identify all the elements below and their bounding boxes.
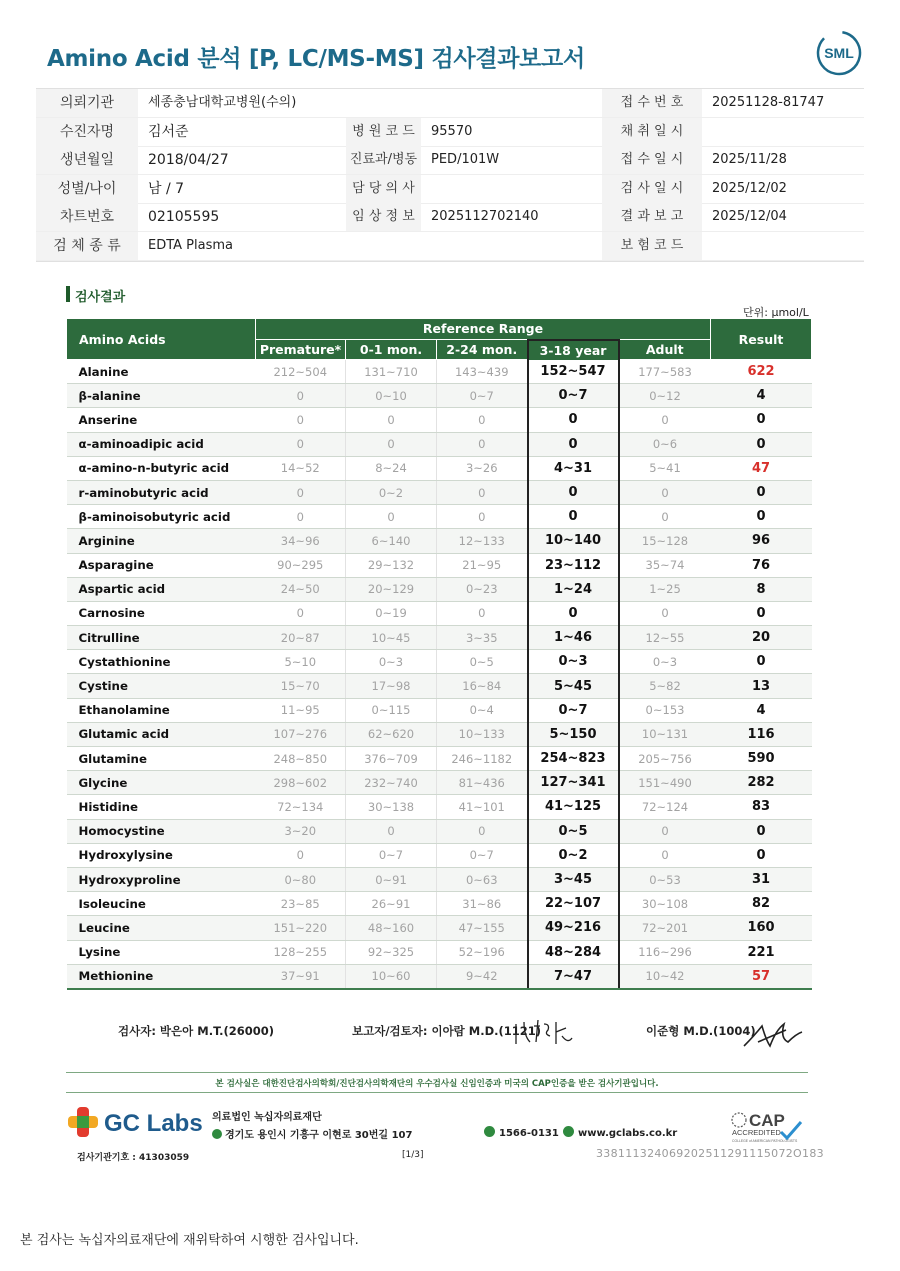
result-value: 0	[711, 601, 812, 625]
header-amino-acids: Amino Acids	[67, 319, 256, 360]
reference-value: 0~5	[528, 819, 619, 843]
amino-acid-name: Homocystine	[67, 819, 256, 843]
result-value: 13	[711, 674, 812, 698]
reference-value: 30~138	[346, 795, 437, 819]
patient-info-row	[36, 118, 864, 147]
reference-value: 90~295	[256, 553, 346, 577]
reference-value: 23~112	[528, 553, 619, 577]
reference-value: 0	[437, 408, 528, 432]
reference-value: 127~341	[528, 771, 619, 795]
table-row	[67, 964, 812, 989]
patient-info-value: 2025112702140	[431, 209, 539, 225]
reference-value: 0	[619, 819, 711, 843]
reference-value: 0~3	[528, 650, 619, 674]
reference-value: 0~10	[346, 384, 437, 408]
reference-value: 0	[256, 408, 346, 432]
patient-info-value	[421, 232, 602, 260]
reference-value: 0~23	[437, 577, 528, 601]
reference-value: 72~134	[256, 795, 346, 819]
reference-value: 0	[619, 505, 711, 529]
reference-value: 298~602	[256, 771, 346, 795]
reference-value: 30~108	[619, 892, 711, 916]
reference-value: 151~490	[619, 771, 711, 795]
table-row	[67, 747, 812, 771]
reference-value: 37~91	[256, 964, 346, 989]
reference-value: 0	[256, 601, 346, 625]
reference-value: 3~45	[528, 867, 619, 891]
page-number: [1/3]	[402, 1150, 424, 1160]
reference-value: 0~6	[619, 432, 711, 456]
table-row	[67, 626, 812, 650]
unit-label: 단위: μmol/L	[743, 306, 809, 319]
reference-value: 0	[528, 601, 619, 625]
patient-info-label: 채 취 일 시	[602, 118, 702, 146]
reference-value: 0	[437, 819, 528, 843]
reference-value: 11~95	[256, 698, 346, 722]
reference-value: 0	[528, 408, 619, 432]
footer-note: 본 검사는 녹십자의료재단에 재위탁하여 시행한 검사입니다.	[20, 1233, 359, 1248]
amino-acid-name: Ethanolamine	[67, 698, 256, 722]
table-row	[67, 360, 812, 384]
divider	[66, 1072, 808, 1073]
reference-value: 72~201	[619, 916, 711, 940]
reference-value: 0	[437, 432, 528, 456]
amino-acid-name: Cystine	[67, 674, 256, 698]
table-row	[67, 867, 812, 891]
table-row	[67, 795, 812, 819]
cap-accredited-logo	[729, 1108, 805, 1144]
patient-info-row	[36, 232, 864, 261]
header-reference-range: Reference Range	[256, 319, 711, 340]
home-icon	[563, 1126, 574, 1137]
patient-info-value: 2025/11/28	[712, 152, 787, 168]
reference-value: 0	[528, 505, 619, 529]
reference-value: 16~84	[437, 674, 528, 698]
table-row	[67, 674, 812, 698]
location-icon	[212, 1129, 222, 1139]
patient-info-label: 차트번호	[36, 203, 138, 231]
reference-value: 0~5	[437, 650, 528, 674]
amino-acid-name: Anserine	[67, 408, 256, 432]
patient-info-label: 병 원 코 드	[346, 118, 421, 146]
phone	[484, 1126, 559, 1139]
reference-value: 10~45	[346, 626, 437, 650]
table-row	[67, 408, 812, 432]
amino-acid-name: Glycine	[67, 771, 256, 795]
amino-acid-name: Aspartic acid	[67, 577, 256, 601]
reference-value: 26~91	[346, 892, 437, 916]
reference-value: 7~47	[528, 964, 619, 989]
result-value: 8	[711, 577, 812, 601]
reference-value: 20~87	[256, 626, 346, 650]
patient-info-label	[346, 89, 421, 117]
patient-info-value	[421, 175, 602, 203]
result-value: 4	[711, 698, 812, 722]
result-value: 31	[711, 867, 812, 891]
table-row	[67, 505, 812, 529]
header-result: Result	[711, 319, 812, 360]
amino-acid-name: β-aminoisobutyric acid	[67, 505, 256, 529]
reference-value: 47~155	[437, 916, 528, 940]
reference-value: 254~823	[528, 747, 619, 771]
director-signature-image	[740, 1016, 806, 1056]
result-value: 0	[711, 408, 812, 432]
reference-value: 81~436	[437, 771, 528, 795]
reference-value: 6~140	[346, 529, 437, 553]
result-value: 160	[711, 916, 812, 940]
table-row	[67, 771, 812, 795]
result-value: 0	[711, 650, 812, 674]
amino-acid-name: Citrulline	[67, 626, 256, 650]
table-row	[67, 601, 812, 625]
reference-value: 5~41	[619, 456, 711, 480]
reference-value: 232~740	[346, 771, 437, 795]
reference-value: 0	[619, 601, 711, 625]
patient-info-value: 2025/12/04	[712, 209, 787, 225]
reference-value: 41~101	[437, 795, 528, 819]
reference-value: 48~160	[346, 916, 437, 940]
reference-value: 0	[619, 408, 711, 432]
reference-value: 0	[619, 480, 711, 504]
amino-acid-name: Alanine	[67, 360, 256, 384]
table-row	[67, 892, 812, 916]
reference-value: 52~196	[437, 940, 528, 964]
reference-value: 9~42	[437, 964, 528, 989]
patient-info-table	[36, 88, 864, 262]
result-value: 221	[711, 940, 812, 964]
reference-value: 0	[346, 432, 437, 456]
reference-value: 0	[346, 505, 437, 529]
reference-value: 3~26	[437, 456, 528, 480]
result-value: 57	[711, 964, 812, 989]
patient-info-label: 결 과 보 고	[602, 203, 702, 231]
patient-info-label: 생년월일	[36, 146, 138, 174]
reporter-signature-label: 보고자/검토자: 이아람 M.D.(1121)	[352, 1024, 542, 1038]
reference-value: 107~276	[256, 722, 346, 746]
reference-value: 5~45	[528, 674, 619, 698]
header-range-3: 3-18 year	[528, 340, 619, 360]
result-value: 83	[711, 795, 812, 819]
reference-value: 205~756	[619, 747, 711, 771]
reference-value: 10~131	[619, 722, 711, 746]
reference-value: 0	[256, 480, 346, 504]
patient-info-row	[36, 89, 864, 118]
patient-info-value	[421, 89, 602, 117]
reference-value: 1~25	[619, 577, 711, 601]
reference-value: 0	[256, 384, 346, 408]
patient-info-label: 검 체 종 류	[36, 232, 138, 260]
amino-acid-name: β-alanine	[67, 384, 256, 408]
patient-info-label	[346, 232, 421, 260]
result-value: 590	[711, 747, 812, 771]
amino-acid-name: Isoleucine	[67, 892, 256, 916]
reference-value: 0~53	[619, 867, 711, 891]
reference-value: 3~20	[256, 819, 346, 843]
amino-acid-name: Arginine	[67, 529, 256, 553]
reference-value: 0~7	[346, 843, 437, 867]
patient-info-value: PED/101W	[431, 152, 500, 168]
reference-value: 35~74	[619, 553, 711, 577]
reference-value: 0	[346, 819, 437, 843]
foundation-name: 의료법인 녹십자의료재단	[212, 1112, 322, 1123]
header-range-1: 0-1 mon.	[346, 340, 437, 360]
reference-value: 0	[256, 505, 346, 529]
result-value: 282	[711, 771, 812, 795]
reference-value: 8~24	[346, 456, 437, 480]
patient-info-value: 95570	[431, 123, 473, 139]
table-row	[67, 819, 812, 843]
phone-icon	[484, 1126, 495, 1137]
cap-sub: COLLEGE of AMERICAN PATHOLOGISTS	[732, 1139, 798, 1143]
reference-value: 152~547	[528, 360, 619, 384]
results-table	[66, 318, 812, 990]
amino-acid-name: Cystathionine	[67, 650, 256, 674]
patient-info-label: 임 상 정 보	[346, 203, 421, 231]
result-value: 20	[711, 626, 812, 650]
reference-value: 212~504	[256, 360, 346, 384]
reference-value: 10~42	[619, 964, 711, 989]
reference-value: 10~133	[437, 722, 528, 746]
patient-info-value: 02105595	[148, 209, 220, 226]
result-value: 0	[711, 480, 812, 504]
result-value: 0	[711, 819, 812, 843]
reference-value: 0~7	[437, 843, 528, 867]
reference-value: 0~7	[437, 384, 528, 408]
result-value: 82	[711, 892, 812, 916]
amino-acid-name: Methionine	[67, 964, 256, 989]
result-value: 47	[711, 456, 812, 480]
reference-value: 0	[256, 432, 346, 456]
gc-labs-logo	[66, 1104, 210, 1140]
website-url: www.gclabs.co.kr	[578, 1128, 678, 1139]
address-text: 경기도 용인시 기흥구 이현로 30번길 107	[225, 1130, 413, 1141]
reference-value: 0~115	[346, 698, 437, 722]
reference-value: 0~7	[528, 384, 619, 408]
result-value: 96	[711, 529, 812, 553]
patient-info-value: 2025/12/02	[712, 180, 787, 196]
reference-value: 34~96	[256, 529, 346, 553]
reference-value: 0	[528, 480, 619, 504]
reference-value: 246~1182	[437, 747, 528, 771]
result-value: 622	[711, 360, 812, 384]
table-row	[67, 843, 812, 867]
reference-value: 15~128	[619, 529, 711, 553]
reference-value: 0~3	[346, 650, 437, 674]
website	[563, 1126, 677, 1139]
reference-value: 0~80	[256, 867, 346, 891]
reference-value: 10~140	[528, 529, 619, 553]
patient-info-value: 2018/04/27	[148, 152, 229, 169]
gc-labs-logo-text: GC Labs	[104, 1110, 203, 1137]
result-value: 0	[711, 505, 812, 529]
result-value: 0	[711, 843, 812, 867]
reference-value: 116~296	[619, 940, 711, 964]
reference-value: 92~325	[346, 940, 437, 964]
patient-info-value	[702, 232, 864, 260]
phone-number: 1566-0131	[499, 1128, 559, 1139]
address	[212, 1126, 412, 1141]
table-row	[67, 577, 812, 601]
sml-logo-text: SML	[824, 45, 854, 61]
reference-value: 177~583	[619, 360, 711, 384]
sml-logo	[816, 30, 862, 76]
reference-value: 151~220	[256, 916, 346, 940]
amino-acid-name: Asparagine	[67, 553, 256, 577]
result-value: 0	[711, 432, 812, 456]
table-row	[67, 456, 812, 480]
reference-value: 20~129	[346, 577, 437, 601]
section-marker	[66, 286, 70, 302]
reference-value: 0~3	[619, 650, 711, 674]
reference-value: 0~2	[528, 843, 619, 867]
reference-value: 0	[437, 601, 528, 625]
table-row	[67, 480, 812, 504]
patient-info-row	[36, 203, 864, 232]
header-range-0: Premature*	[256, 340, 346, 360]
reference-value: 12~55	[619, 626, 711, 650]
reference-value: 0~2	[346, 480, 437, 504]
reference-value: 248~850	[256, 747, 346, 771]
table-row	[67, 529, 812, 553]
header-range-4: Adult	[619, 340, 711, 360]
patient-info-value: 세종충남대학교병원(수의)	[148, 95, 297, 110]
reference-value: 131~710	[346, 360, 437, 384]
amino-acid-name: Lysine	[67, 940, 256, 964]
reference-value: 0	[619, 843, 711, 867]
table-row	[67, 650, 812, 674]
table-row	[67, 940, 812, 964]
reference-value: 0~4	[437, 698, 528, 722]
section-title: 검사결과	[75, 290, 126, 305]
reference-value: 31~86	[437, 892, 528, 916]
reference-value: 4~31	[528, 456, 619, 480]
reference-value: 22~107	[528, 892, 619, 916]
patient-info-label: 담 당 의 사	[346, 175, 421, 203]
director-signature-label: 이준형 M.D.(1004)	[646, 1024, 756, 1038]
reference-value: 14~52	[256, 456, 346, 480]
patient-info-value: 남 / 7	[148, 180, 185, 197]
table-row	[67, 553, 812, 577]
patient-info-label: 성별/나이	[36, 175, 138, 203]
table-row	[67, 432, 812, 456]
table-row	[67, 698, 812, 722]
reference-value: 0~19	[346, 601, 437, 625]
result-value: 4	[711, 384, 812, 408]
reference-value: 5~150	[528, 722, 619, 746]
reference-value: 0	[528, 432, 619, 456]
table-row	[67, 384, 812, 408]
reference-value: 0	[437, 505, 528, 529]
reference-value: 49~216	[528, 916, 619, 940]
amino-acid-name: Hydroxyproline	[67, 867, 256, 891]
amino-acid-name: α-amino-n-butyric acid	[67, 456, 256, 480]
amino-acid-name: Glutamic acid	[67, 722, 256, 746]
reference-value: 0	[346, 408, 437, 432]
reference-value: 23~85	[256, 892, 346, 916]
reference-value: 62~620	[346, 722, 437, 746]
reference-value: 15~70	[256, 674, 346, 698]
page-title: Amino Acid 분석 [P, LC/MS-MS] 검사결과보고서	[47, 46, 585, 72]
reference-value: 24~50	[256, 577, 346, 601]
patient-info-label: 진료과/병동	[346, 146, 421, 174]
lab-code: 검사기관기호 : 41303059	[77, 1153, 190, 1163]
reference-value: 0~153	[619, 698, 711, 722]
amino-acid-name: Histidine	[67, 795, 256, 819]
result-value: 76	[711, 553, 812, 577]
reference-value: 1~46	[528, 626, 619, 650]
reference-value: 21~95	[437, 553, 528, 577]
reference-value: 0~91	[346, 867, 437, 891]
patient-info-label: 접 수 일 시	[602, 146, 702, 174]
table-row	[67, 722, 812, 746]
reference-value: 10~60	[346, 964, 437, 989]
reference-value: 0~63	[437, 867, 528, 891]
reference-value: 5~82	[619, 674, 711, 698]
reporter-signature-image	[512, 1016, 576, 1048]
reference-value: 41~125	[528, 795, 619, 819]
patient-info-label: 보 험 코 드	[602, 232, 702, 260]
reference-value: 0	[437, 480, 528, 504]
reference-value: 143~439	[437, 360, 528, 384]
amino-acid-name: Hydroxylysine	[67, 843, 256, 867]
cap-text: CAP	[749, 1111, 785, 1130]
patient-info-value: 20251128-81747	[712, 95, 825, 110]
reference-value: 29~132	[346, 553, 437, 577]
patient-info-value: EDTA Plasma	[148, 238, 234, 253]
reference-value: 0~12	[619, 384, 711, 408]
amino-acid-name: α-aminoadipic acid	[67, 432, 256, 456]
reference-value: 5~10	[256, 650, 346, 674]
amino-acid-name: Carnosine	[67, 601, 256, 625]
reference-value: 376~709	[346, 747, 437, 771]
reference-value: 0	[256, 843, 346, 867]
patient-info-label: 접 수 번 호	[602, 89, 702, 117]
patient-info-label: 수진자명	[36, 118, 138, 146]
patient-info-value	[702, 118, 864, 146]
patient-info-label: 의뢰기관	[36, 89, 138, 117]
reference-value: 72~124	[619, 795, 711, 819]
reference-value: 17~98	[346, 674, 437, 698]
reference-value: 1~24	[528, 577, 619, 601]
barcode-number: 338111324069202511291115072O183	[596, 1147, 824, 1160]
certification-note: 본 검사실은 대한진단검사의학회/진단검사의학재단의 우수검사실 신임인증과 미국의 CAP인증을 받은 검사기관입니다.	[215, 1079, 659, 1089]
amino-acid-name: r-aminobutyric acid	[67, 480, 256, 504]
reference-value: 3~35	[437, 626, 528, 650]
amino-acid-name: Leucine	[67, 916, 256, 940]
patient-info-label: 검 사 일 시	[602, 175, 702, 203]
cap-accredited: ACCREDITED	[732, 1128, 781, 1137]
table-row	[67, 916, 812, 940]
reference-value: 128~255	[256, 940, 346, 964]
patient-info-value: 김서준	[148, 123, 189, 140]
patient-info-row	[36, 175, 864, 204]
amino-acid-name: Glutamine	[67, 747, 256, 771]
divider	[66, 1092, 808, 1093]
reference-value: 0~7	[528, 698, 619, 722]
tester-signature-label: 검사자: 박은아 M.T.(26000)	[118, 1024, 275, 1038]
result-value: 116	[711, 722, 812, 746]
reference-value: 48~284	[528, 940, 619, 964]
header-range-2: 2-24 mon.	[437, 340, 528, 360]
reference-value: 12~133	[437, 529, 528, 553]
patient-info-row	[36, 146, 864, 175]
